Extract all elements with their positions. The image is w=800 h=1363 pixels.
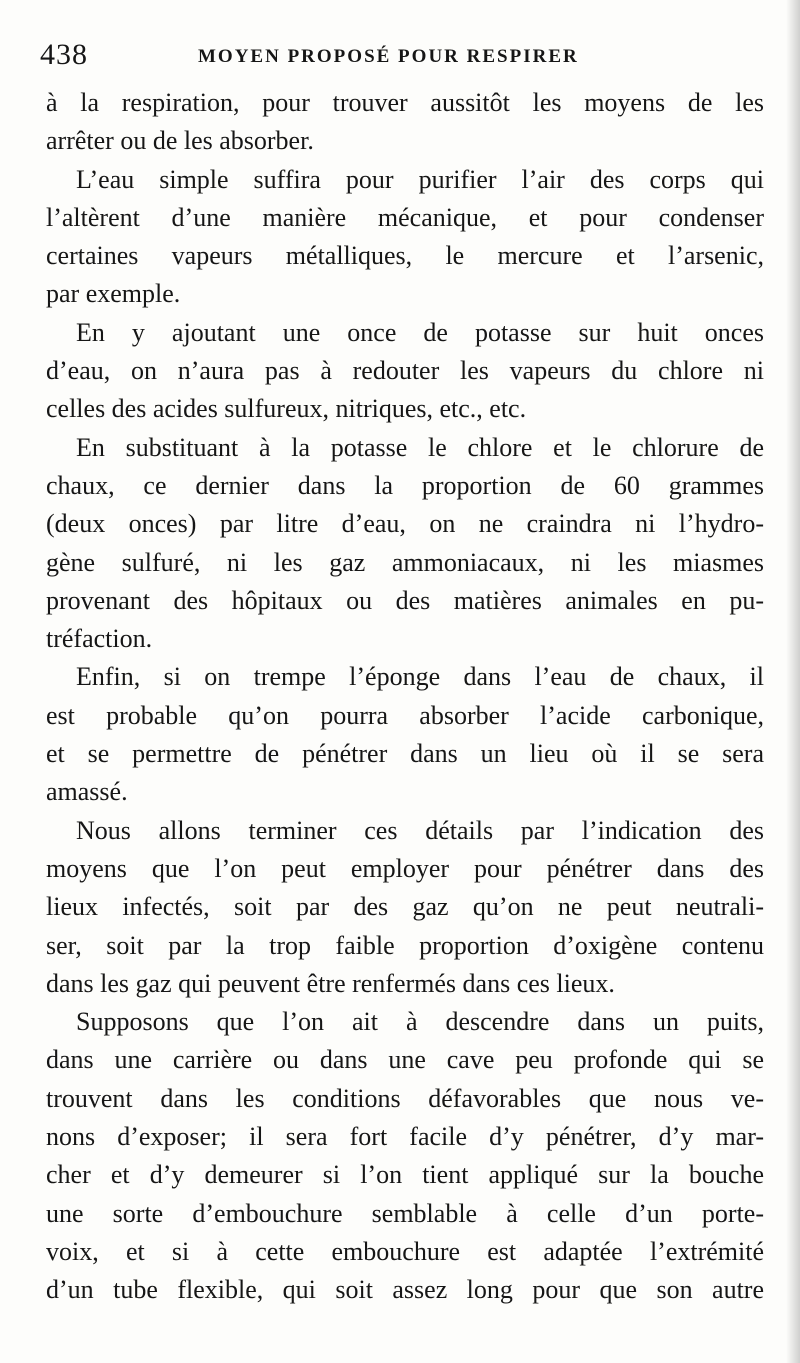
text-line: Nous allons terminer ces détails par l’indication des <box>76 815 764 845</box>
text-line: celles des acides sulfureux, nitriques, etc., etc. <box>46 394 527 424</box>
text-line: l’altèrent d’une manière mécanique, et pour condenser <box>46 202 764 232</box>
page-number: 438 <box>40 38 88 71</box>
text-line: d’eau, on n’aura pas à redouter les vapeurs du chlore ni <box>46 356 764 386</box>
text-line: tréfaction. <box>46 624 153 654</box>
text-line: à la respiration, pour trouver aussitôt les moyens de les <box>46 88 764 117</box>
page-header <box>40 38 760 78</box>
text-line: En y ajoutant une once de potasse sur huit onces <box>76 317 764 347</box>
text-line: chaux, ce dernier dans la proportion de 60 grammes <box>46 470 764 500</box>
page-edge-shadow <box>786 0 800 1363</box>
text-line: dans les gaz qui peuvent être renfermés dans ces lieux. <box>46 968 615 998</box>
text-line: Enfin, si on trempe l’éponge dans l’eau de chaux, il <box>76 662 764 692</box>
text-line: trouvent dans les conditions défavorables que nous ve- <box>46 1083 764 1113</box>
text-line: arrêter ou de les absorber. <box>46 126 314 156</box>
text-line: ser, soit par la trop faible proportion d’oxigène contenu <box>46 930 764 960</box>
text-line: et se permettre de pénétrer dans un lieu où il se sera <box>46 739 764 769</box>
text-line: (deux onces) par litre d’eau, on ne craindra ni l’hydro- <box>46 509 764 539</box>
text-line: par exemple. <box>46 279 181 309</box>
text-line: dans une carrière ou dans une cave peu profonde qui se <box>46 1045 764 1075</box>
text-line: nons d’exposer; il sera fort facile d’y pénétrer, d’y mar- <box>46 1122 764 1152</box>
running-head: MOYEN PROPOSÉ POUR RESPIRER <box>198 46 579 67</box>
text-line: provenant des hôpitaux ou des matières animales en pu- <box>46 585 764 615</box>
text-line: moyens que l’on peut employer pour pénétrer dans des <box>46 853 764 883</box>
text-line: Supposons que l’on ait à descendre dans un puits, <box>76 1007 764 1037</box>
text-line: voix, et si à cette embouchure est adaptée l’extrémité <box>46 1236 764 1266</box>
text-line: d’un tube flexible, qui soit assez long pour que son autre <box>46 1275 764 1305</box>
text-line: cher et d’y demeurer si l’on tient appliqué sur la bouche <box>46 1160 764 1190</box>
body-text <box>46 84 764 1310</box>
text-line: lieux infectés, soit par des gaz qu’on ne peut neutrali- <box>46 892 764 922</box>
text-line: gène sulfuré, ni les gaz ammoniacaux, ni les miasmes <box>46 547 764 577</box>
text-line: L’eau simple suffira pour purifier l’air des corps qui <box>76 164 764 194</box>
text-line: En substituant à la potasse le chlore et le chlorure de <box>76 432 764 462</box>
text-line: est probable qu’on pourra absorber l’acide carbonique, <box>46 700 764 730</box>
text-line: amassé. <box>46 777 128 807</box>
text-line: certaines vapeurs métalliques, le mercure et l’arsenic, <box>46 241 764 271</box>
text-line: une sorte d’embouchure semblable à celle d’un porte- <box>46 1198 764 1228</box>
